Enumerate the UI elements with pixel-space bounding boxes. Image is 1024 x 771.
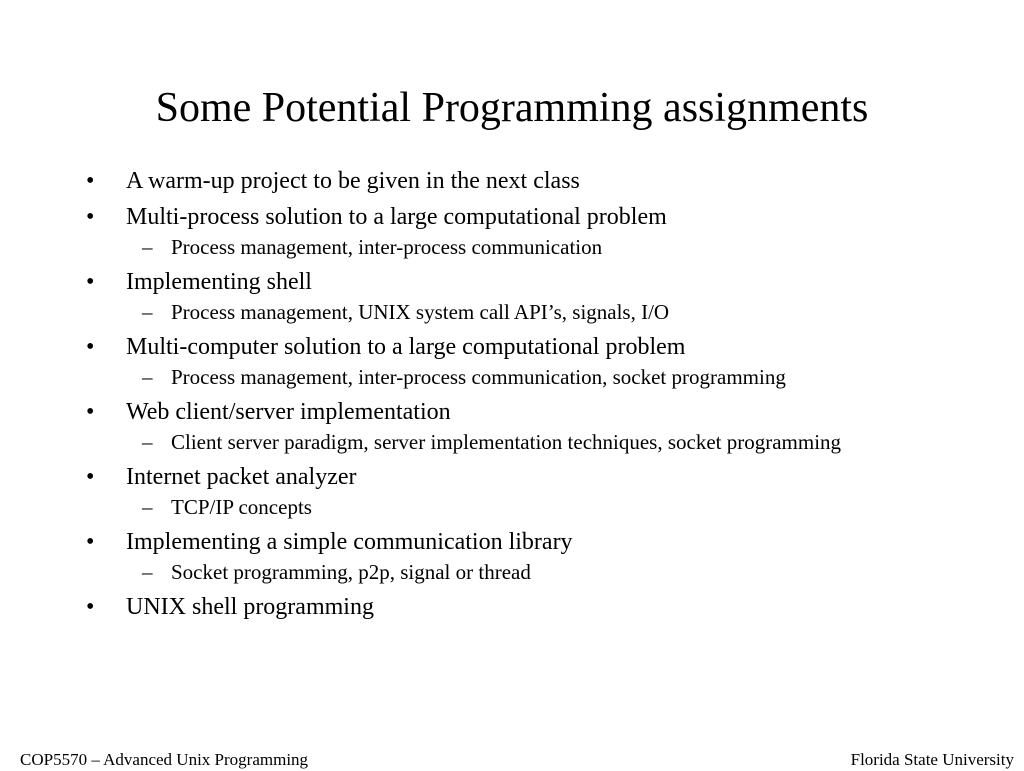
bullet-text: Multi-process solution to a large computational problem xyxy=(126,204,667,230)
sub-bullet-item xyxy=(126,559,871,586)
bullet-marker: • xyxy=(86,529,95,555)
bullet-item xyxy=(82,462,962,521)
bullet-text: UNIX shell programming xyxy=(126,594,374,620)
bullet-text: Implementing shell xyxy=(126,269,312,295)
sub-bullet-item xyxy=(126,234,871,261)
bullet-item xyxy=(82,527,962,586)
sub-bullet-item xyxy=(126,494,871,521)
sub-bullet-item xyxy=(126,299,871,326)
bullet-item xyxy=(82,267,962,326)
sub-bullet-list xyxy=(126,234,962,261)
sub-bullet-marker: – xyxy=(142,300,153,324)
sub-bullet-list xyxy=(126,494,962,521)
bullet-text: Multi-computer solution to a large computational problem xyxy=(126,334,686,360)
bullet-marker: • xyxy=(86,399,95,425)
sub-bullet-marker: – xyxy=(142,365,153,389)
sub-bullet-text: Process management, inter-process communication xyxy=(171,235,603,259)
sub-bullet-list xyxy=(126,364,962,391)
bullet-text: Internet packet analyzer xyxy=(126,464,357,490)
bullet-text: A warm-up project to be given in the next class xyxy=(126,168,580,194)
bullet-text: Implementing a simple communication library xyxy=(126,529,573,555)
sub-bullet-list xyxy=(126,559,962,586)
sub-bullet-item xyxy=(126,429,871,456)
bullet-item xyxy=(82,166,962,196)
bullet-marker: • xyxy=(86,269,95,295)
bullet-marker: • xyxy=(86,168,95,194)
sub-bullet-text: Socket programming, p2p, signal or thread xyxy=(171,560,531,584)
bullet-marker: • xyxy=(86,204,95,230)
sub-bullet-marker: – xyxy=(142,495,153,519)
sub-bullet-text: Process management, UNIX system call API’s, signals, I/O xyxy=(171,300,670,324)
sub-bullet-item xyxy=(126,364,951,391)
footer-university: Florida State University xyxy=(850,750,1014,769)
sub-bullet-marker: – xyxy=(142,560,153,584)
bullet-list xyxy=(82,166,962,628)
sub-bullet-text: Process management, inter-process communication, socket programming xyxy=(171,365,786,389)
sub-bullet-text: Client server paradigm, server implementation techniques, socket programming xyxy=(171,430,842,454)
bullet-item xyxy=(82,332,962,391)
sub-bullet-marker: – xyxy=(142,430,153,454)
sub-bullet-list xyxy=(126,299,962,326)
slide-title: Some Potential Programming assignments xyxy=(155,85,869,131)
bullet-text: Web client/server implementation xyxy=(126,399,451,425)
bullet-item xyxy=(82,592,962,622)
sub-bullet-list xyxy=(126,429,962,456)
bullet-marker: • xyxy=(86,594,95,620)
bullet-item xyxy=(82,397,962,456)
bullet-marker: • xyxy=(86,464,95,490)
bullet-item xyxy=(82,202,962,261)
sub-bullet-text: TCP/IP concepts xyxy=(171,495,312,519)
footer-course: COP5570 – Advanced Unix Programming xyxy=(20,750,309,769)
sub-bullet-marker: – xyxy=(142,235,153,259)
bullet-marker: • xyxy=(86,334,95,360)
